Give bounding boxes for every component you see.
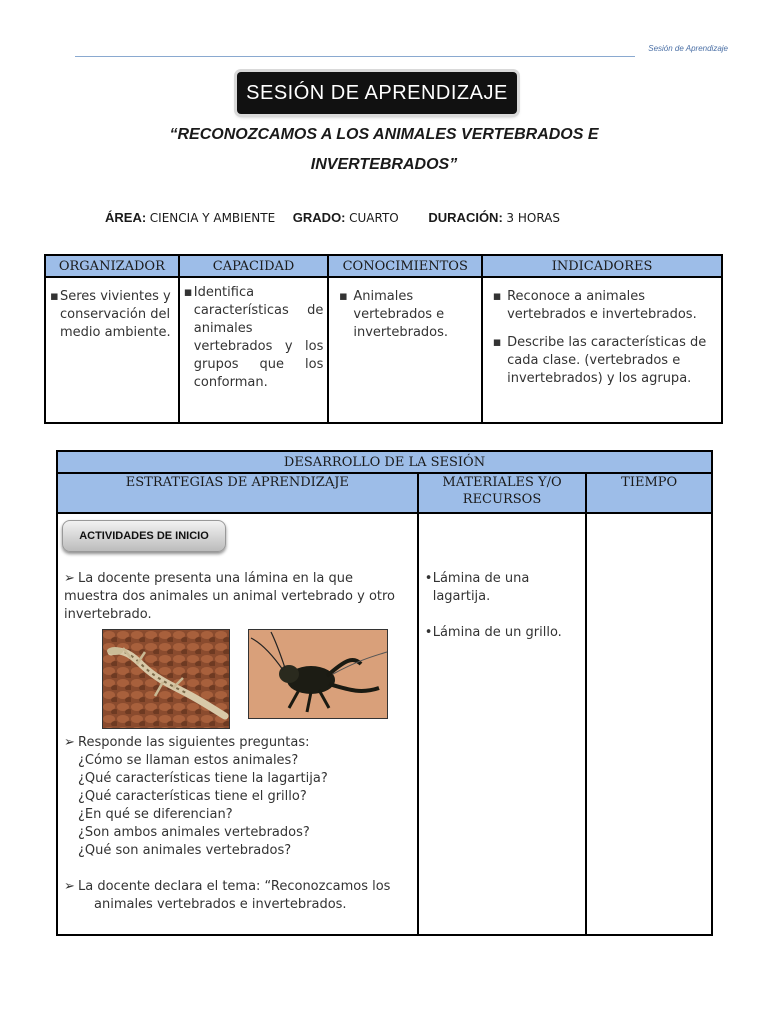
- question-item: ¿En qué se diferencian?: [78, 807, 233, 822]
- grado-value: CUARTO: [349, 211, 399, 225]
- header-rule: [75, 56, 635, 57]
- cell-estrategias: [57, 513, 418, 935]
- duracion-label: DURACIÓN:: [428, 210, 503, 225]
- question-item: ¿Cómo se llaman estos animales?: [78, 753, 299, 768]
- area-label: ÁREA:: [105, 210, 147, 225]
- cell-organizador: ▪ Seres vivientes y conservación del medio ambiente.: [45, 277, 179, 423]
- header-note: Sesión de Aprendizaje: [648, 44, 728, 53]
- header-tiempo: TIEMPO: [586, 473, 712, 513]
- header-indicadores: INDICADORES: [482, 255, 722, 277]
- header-organizador: ORGANIZADOR: [45, 255, 179, 277]
- strategy-step-2: ➢ Responde las siguientes preguntas: ¿Cómo se llaman estos animales? ¿Qué características tiene la lagartija? ¿Qué características tiene el grillo? ¿En qué se diferencian? ¿Son ambos animales vertebrados? ¿Qué son animales vertebrados?: [64, 734, 404, 860]
- session-title: DESARROLLO DE LA SESIÓN: [57, 451, 712, 473]
- strategy-step-1: ➢ La docente presenta una lámina en la que muestra dos animales un animal vertebrado y otro invertebrado.: [64, 571, 396, 622]
- conocimientos-text: Animales vertebrados e invertebrados.: [353, 289, 449, 340]
- cell-indicadores: ▪ Reconoce a animales vertebrados e invertebrados. ▪ Describe las características de cada clase. (vertebrados e invertebrados) y los agrupa.: [482, 277, 722, 423]
- cell-materiales: • Lámina de una lagartija. • Lámina de un grillo.: [418, 513, 587, 935]
- competencies-table: [44, 254, 723, 424]
- question-item: ¿Qué características tiene la lagartija?: [78, 771, 328, 786]
- subtitle-line-1: “RECONOZCAMOS A LOS ANIMALES VERTEBRADOS E: [169, 126, 599, 143]
- arrow-icon: ➢: [64, 879, 75, 894]
- cell-conocimientos: ▪ Animales vertebrados e invertebrados.: [328, 277, 482, 423]
- cell-tiempo: [586, 513, 712, 935]
- arrow-icon: ➢: [64, 735, 75, 750]
- lizard-image: [102, 629, 230, 729]
- question-item: ¿Qué características tiene el grillo?: [78, 789, 307, 804]
- subtitle-line-2: INVERTEBRADOS”: [310, 156, 458, 173]
- capacidad-text: Identifica características de animales vertebrados y los grupos que los conforman.: [193, 285, 324, 390]
- cell-capacidad: ▪ Identifica características de animales vertebrados y los grupos que los conforman.: [179, 277, 329, 423]
- actividades-inicio-button[interactable]: ACTIVIDADES DE INICIO: [62, 520, 226, 552]
- header-materiales: MATERIALES Y/O RECURSOS: [418, 473, 587, 513]
- area-value: CIENCIA Y AMBIENTE: [149, 211, 276, 225]
- cricket-image: [248, 629, 388, 719]
- lesson-subtitle: [90, 120, 678, 180]
- lesson-meta: [105, 210, 560, 225]
- indicador-item: Reconoce a animales vertebrados e invertebrados.: [507, 289, 697, 322]
- arrow-icon: ➢: [64, 571, 75, 586]
- question-item: ¿Qué son animales vertebrados?: [78, 843, 292, 858]
- grado-label: GRADO:: [292, 210, 346, 225]
- material-item: Lámina de una lagartija.: [432, 571, 530, 604]
- material-item: Lámina de un grillo.: [432, 625, 562, 640]
- session-development-table: [56, 450, 713, 936]
- organizador-text: Seres vivientes y conservación del medio ambiente.: [60, 289, 171, 340]
- header-capacidad: CAPACIDAD: [179, 255, 329, 277]
- header-conocimientos: CONOCIMIENTOS: [328, 255, 482, 277]
- page-title: SESIÓN DE APRENDIZAJE: [237, 72, 517, 114]
- strategy-step-3: ➢ La docente declara el tema: “Reconozcamos los animales vertebrados e invertebrados.: [64, 879, 391, 912]
- question-item: ¿Son ambos animales vertebrados?: [78, 825, 310, 840]
- indicador-item: Describe las características de cada clase. (vertebrados e invertebrados) y los agrupa.: [507, 335, 707, 386]
- header-estrategias: ESTRATEGIAS DE APRENDIZAJE: [57, 473, 418, 513]
- duracion-value: 3 HORAS: [506, 211, 561, 225]
